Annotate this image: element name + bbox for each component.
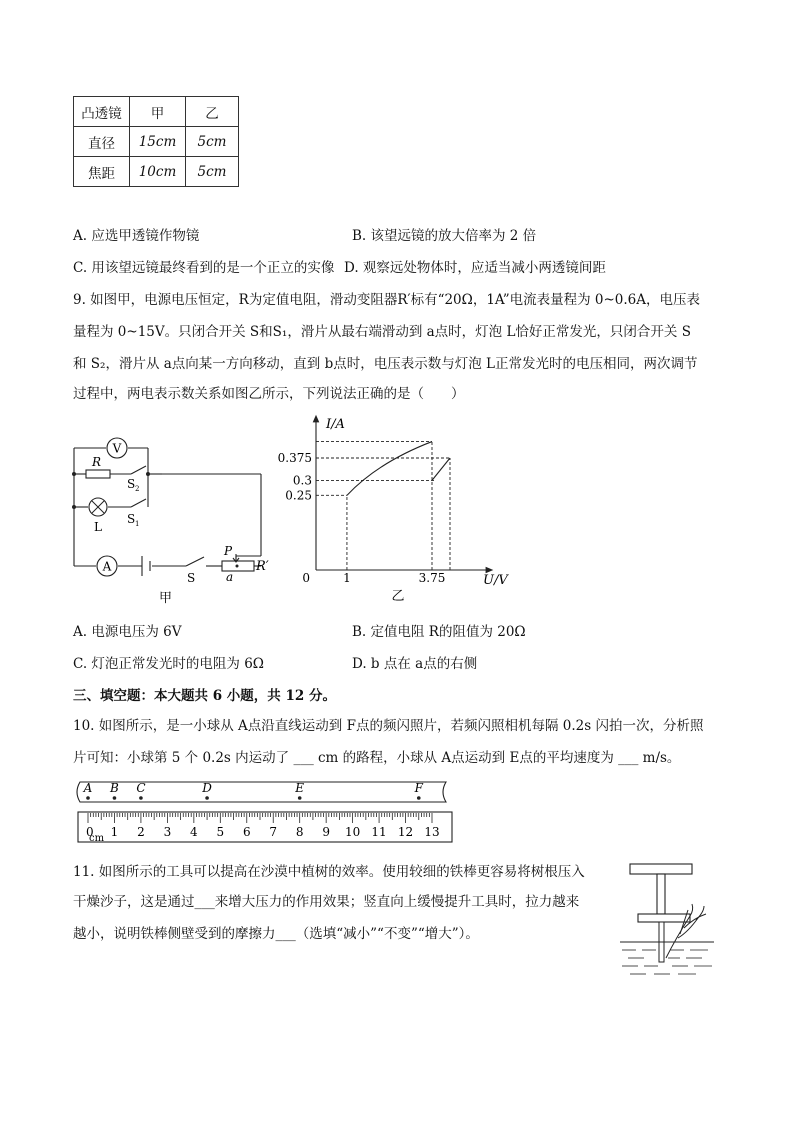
tool-foot-plate [638, 914, 690, 922]
circuit-caption: 甲 [159, 591, 173, 605]
switch-s1-sub: 1 [135, 520, 140, 528]
ruler-number: 9 [322, 825, 330, 839]
q9-option-a: A. 电源电压为 6V [73, 624, 182, 640]
q11-line-2: 干燥沙子，这是通过___来增大压力的作用效果；竖直向上缓慢提升工具时，拉力越来 [73, 894, 580, 910]
q8-option-a: A. 应选甲透镜作物镜 [73, 228, 200, 244]
q9-option-d: D. b 点在 a点的右侧 [352, 656, 478, 672]
point-a-label: a [226, 570, 234, 584]
table-row [74, 127, 239, 157]
ruler-number: 0 [86, 825, 94, 839]
ball-position-dot [139, 796, 143, 800]
iu-graph [278, 412, 518, 604]
ball-position-label: B [110, 781, 119, 795]
table-row [74, 97, 239, 127]
y-tick-label: 0.3 [292, 473, 312, 488]
ball-position-dot [298, 796, 302, 800]
table-cell: 15cm [130, 127, 186, 157]
x-axis-label: U/V [483, 573, 508, 588]
tool-handle [630, 864, 692, 874]
q10-line-1: 10. 如图所示，是一小球从 A点沿直线运动到 F点的频闪照片，若频闪照相机每隔 0.2s 闪拍一次，分析照 [73, 718, 704, 734]
ruler-figure [70, 778, 454, 844]
ruler-number: 1 [110, 825, 119, 839]
ball-position-dot [86, 796, 90, 800]
table-row [74, 157, 239, 187]
switch-s1-label: S [127, 512, 136, 526]
ball-position-label: F [414, 781, 423, 795]
table-cell: 直径 [74, 127, 130, 157]
table-header-cell: 甲 [130, 97, 186, 127]
ball-position-label: D [202, 781, 212, 795]
q10-line-2: 片可知：小球第 5 个 0.2s 内运动了 ___ cm 的路程，小球从 A点运动到 E点的平均速度为 ___ m/s。 [73, 750, 681, 766]
voltmeter-label: V [112, 441, 122, 456]
ball-position-label: E [295, 781, 305, 795]
ruler-number: 7 [269, 825, 278, 839]
table-header-cell: 乙 [186, 97, 239, 127]
ball-position-label: C [136, 781, 146, 795]
table-cell: 5cm [186, 157, 239, 187]
ball-position-label: A [83, 781, 93, 795]
switch-s2-sub: 2 [135, 485, 140, 493]
switch-s2-label: S [127, 477, 136, 491]
ruler-number: 10 [344, 825, 361, 839]
ruler-unit: cm [89, 833, 105, 844]
slider-label: P [224, 544, 233, 558]
resistor-r-label: R [92, 455, 102, 469]
x-tick-label: 1 [343, 571, 351, 585]
origin-label: 0 [302, 571, 310, 585]
q8-option-b: B. 该望远镜的放大倍率为 2 倍 [352, 228, 537, 244]
ruler-number: 6 [242, 825, 251, 839]
y-tick-label: 0.375 [278, 451, 312, 465]
q9-line-1: 9. 如图甲，电源电压恒定，R为定值电阻，滑动变阻器R′标有“20Ω，1A”电流表量程为 0~0.6A，电压表 [73, 292, 701, 308]
x-tick-label: 3.75 [418, 571, 446, 585]
table-header-cell: 凸透镜 [74, 97, 130, 127]
ammeter-label: A [102, 559, 112, 574]
y-tick-label: 0.25 [285, 488, 312, 503]
ball-position-dot [417, 796, 421, 800]
q8-option-c: C. 用该望远镜最终看到的是一个正立的实像 [73, 260, 335, 276]
resistor-line-series [432, 458, 450, 480]
ruler-number: 11 [371, 825, 387, 839]
circuit-diagram [66, 430, 286, 605]
q11-line-1: 11. 如图所示的工具可以提高在沙漠中植树的效率。使用较细的铁棒更容易将树根压入 [73, 864, 585, 880]
y-axis-label: I/A [326, 417, 345, 432]
q9-line-2: 量程为 0~15V。只闭合开关 S和S₁，滑片从最右端滑动到 a点时，灯泡 L恰好正常发光，只闭合开关 S [73, 324, 691, 340]
q11-line-3: 越小，说明铁棒侧壁受到的摩擦力___（选填“减小”“不变”“增大”）。 [73, 926, 479, 942]
q8-option-d: D. 观察远处物体时，应适当减小两透镜间距 [344, 260, 606, 276]
ruler-number: 12 [397, 825, 414, 839]
ruler-number: 2 [137, 825, 145, 839]
ball-position-dot [205, 796, 209, 800]
q9-option-c: C. 灯泡正常发光时的电阻为 6Ω [73, 656, 265, 672]
ball-position-dot [113, 796, 117, 800]
ruler-number: 3 [163, 825, 172, 839]
table-cell: 5cm [186, 127, 239, 157]
planting-tool-figure [618, 858, 718, 988]
switch-s-label: S [187, 571, 196, 585]
rheostat-label: R′ [256, 559, 269, 574]
lamp-label: L [94, 520, 102, 534]
ruler-number: 4 [190, 825, 198, 839]
section-heading: 三、填空题：本大题共 6 小题，共 12 分。 [73, 688, 336, 704]
ruler-number: 13 [424, 825, 440, 839]
q9-line-3: 和 S₂，滑片从 a点向某一方向移动，直到 b点时，电压表示数与灯泡 L正常发光时的电压相同，两次调节 [73, 356, 698, 372]
table-cell: 焦距 [74, 157, 130, 187]
lamp-curve-series [347, 442, 432, 496]
lens-table [73, 96, 239, 187]
graph-caption: 乙 [391, 589, 405, 604]
resistor-r-symbol [86, 470, 110, 478]
film-strip [77, 782, 446, 802]
ruler-number: 5 [216, 825, 225, 839]
ruler-number: 8 [295, 825, 304, 839]
q9-option-b: B. 定值电阻 R的阻值为 20Ω [352, 624, 526, 640]
q9-line-4: 过程中，两电表示数关系如图乙所示，下列说法正确的是（ ） [73, 386, 465, 402]
table-cell: 10cm [130, 157, 186, 187]
